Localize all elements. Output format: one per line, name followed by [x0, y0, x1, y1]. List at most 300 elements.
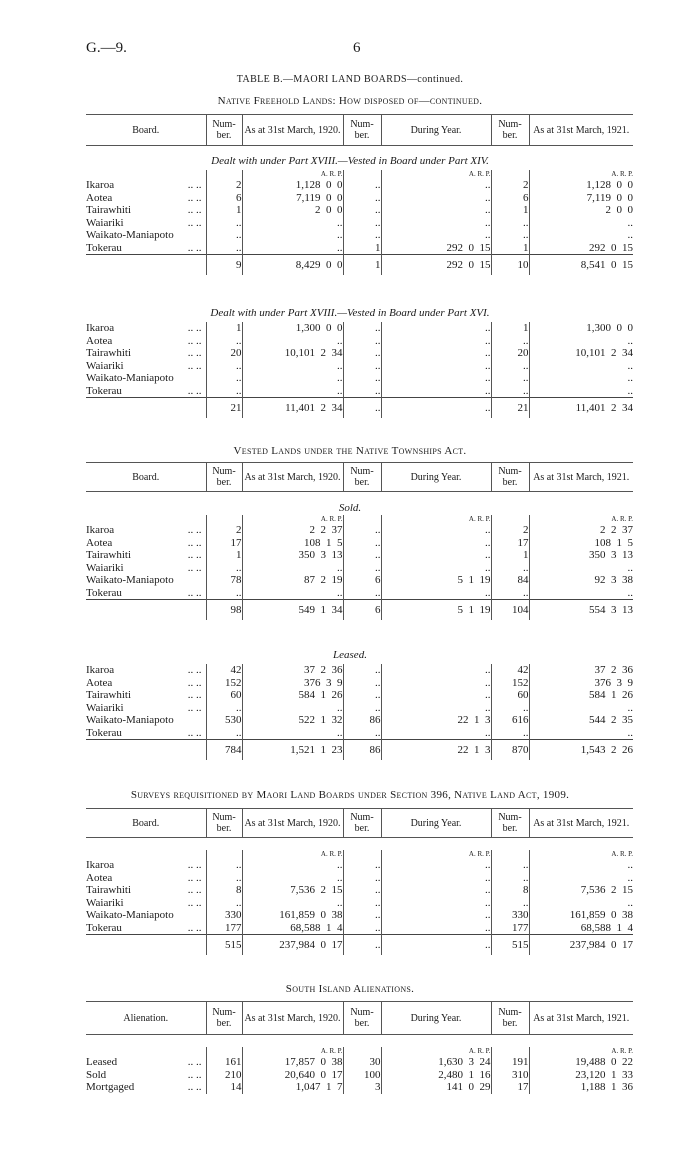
leader-dots: .. ..	[187, 896, 202, 909]
area-1921: ..	[529, 587, 633, 600]
row-label: Tokerau .. ..	[86, 384, 202, 397]
area-1921: ..	[529, 217, 633, 230]
number-during-year: ..	[343, 372, 381, 385]
header-number: Num-ber.	[343, 809, 381, 838]
units-row	[86, 1047, 633, 1056]
leader-dots: .. ..	[187, 334, 202, 347]
row-label: Aotea .. ..	[86, 536, 202, 549]
area-during-year: ..	[381, 335, 491, 348]
header-number: Num-ber.	[206, 115, 242, 146]
section-title: Vested Lands under the Native Townships Act.	[233, 445, 467, 457]
area-1920: ..	[242, 872, 343, 885]
area-1921: 292 0 15	[529, 242, 633, 255]
number-during-year: ..	[343, 204, 381, 217]
table-row	[86, 689, 633, 702]
number-during-year: ..	[343, 360, 381, 373]
area-1921: ..	[529, 335, 633, 348]
number-1920: 210	[206, 1069, 242, 1082]
units-spacer	[343, 515, 381, 524]
units-label: A. R. P.	[529, 850, 633, 859]
number-1920: 1	[206, 204, 242, 217]
area-during-year: ..	[381, 587, 491, 600]
table-row	[86, 242, 633, 255]
leader-dots: .. ..	[187, 524, 202, 536]
leader-dots: .. ..	[187, 1068, 202, 1081]
row-label: Leased .. ..	[86, 1056, 202, 1068]
total-number-during-year: 86	[343, 740, 381, 761]
area-1921: ..	[529, 872, 633, 885]
area-during-year: ..	[381, 897, 491, 910]
area-1920: ..	[242, 217, 343, 230]
table-row	[86, 1081, 633, 1094]
units-spacer	[491, 170, 529, 179]
number-during-year: ..	[343, 549, 381, 562]
leader-dots: .. ..	[187, 191, 202, 204]
total-number-1920: 784	[206, 740, 242, 761]
totals-row	[86, 255, 633, 276]
area-1921: 1,128 0 0	[529, 179, 633, 192]
table-row	[86, 192, 633, 205]
table-row	[86, 727, 633, 740]
leader-dots: .. ..	[187, 871, 202, 884]
area-1921: 10,101 2 34	[529, 347, 633, 360]
total-number-during-year: ..	[343, 935, 381, 956]
number-during-year: 30	[343, 1056, 381, 1069]
row-label: Tairawhiti .. ..	[86, 884, 202, 896]
section-heading: Dealt with under Part XVIII.—Vested in Board under Part XVI.	[210, 307, 490, 319]
area-1921: 37 2 36	[529, 664, 633, 677]
number-1921: 310	[491, 1069, 529, 1082]
header-board: Board.	[132, 124, 160, 136]
number-1921: 1	[491, 204, 529, 217]
number-1920: ..	[206, 727, 242, 740]
total-number-1920: 515	[206, 935, 242, 956]
table-title: TABLE B.—MAORI LAND BOARDS—continued.	[236, 74, 464, 85]
header-number: Num-ber.	[206, 463, 242, 492]
section-title: Surveys requisitioned by Maori Land Boards under Section 396, Native Land Act, 1909.	[130, 789, 570, 801]
total-number-1921: 104	[491, 600, 529, 621]
area-1921: 108 1 5	[529, 537, 633, 550]
number-1920: 6	[206, 192, 242, 205]
table-row	[86, 347, 633, 360]
table-row	[86, 372, 633, 385]
area-1920: 2 0 0	[242, 204, 343, 217]
area-1921: 1,188 1 36	[529, 1081, 633, 1094]
number-1920: 17	[206, 537, 242, 550]
area-1920: 2 2 37	[242, 524, 343, 537]
units-label: A. R. P.	[242, 515, 343, 524]
number-1921: ..	[491, 385, 529, 398]
total-area-1921: 11,401 2 34	[529, 398, 633, 419]
header-number: Num-ber.	[343, 115, 381, 146]
area-1920: 7,119 0 0	[242, 192, 343, 205]
units-spacer	[86, 515, 206, 524]
total-row-label	[86, 255, 206, 276]
total-area-1920: 1,521 1 23	[242, 740, 343, 761]
data-table	[86, 850, 633, 955]
number-1920: 14	[206, 1081, 242, 1094]
number-1920: 42	[206, 664, 242, 677]
row-label: Waiariki .. ..	[86, 216, 202, 229]
header-as-at-1920: As at 31st March, 1920.	[242, 115, 343, 146]
number-during-year: ..	[343, 922, 381, 935]
leader-dots: .. ..	[187, 561, 202, 574]
number-during-year: 6	[343, 574, 381, 587]
number-1920: 60	[206, 689, 242, 702]
totals-row	[86, 398, 633, 419]
area-during-year: 141 0 29	[381, 1081, 491, 1094]
section-heading: Leased.	[333, 649, 367, 661]
leader-dots: .. ..	[187, 921, 202, 934]
area-1921: ..	[529, 372, 633, 385]
data-table	[86, 322, 633, 418]
number-1921: ..	[491, 229, 529, 242]
units-label: A. R. P.	[242, 1047, 343, 1056]
area-during-year: ..	[381, 372, 491, 385]
area-during-year: ..	[381, 562, 491, 575]
row-label: Ikaroa .. ..	[86, 179, 202, 191]
total-area-1921: 237,984 0 17	[529, 935, 633, 956]
table-row	[86, 677, 633, 690]
total-number-during-year: ..	[343, 398, 381, 419]
area-during-year: ..	[381, 524, 491, 537]
total-number-during-year: 1	[343, 255, 381, 276]
header-number: Num-ber.	[491, 115, 529, 146]
units-row	[86, 515, 633, 524]
number-1921: ..	[491, 727, 529, 740]
row-label: Tokerau .. ..	[86, 726, 202, 739]
area-1921: 350 3 13	[529, 549, 633, 562]
area-1920: 10,101 2 34	[242, 347, 343, 360]
header-during-year: During Year.	[381, 1002, 491, 1035]
area-during-year: ..	[381, 549, 491, 562]
total-area-1921: 554 3 13	[529, 600, 633, 621]
number-1921: ..	[491, 872, 529, 885]
section-heading: Sold.	[338, 502, 362, 514]
page-number: 6	[353, 40, 361, 56]
total-area-during-year: 5 1 19	[381, 600, 491, 621]
table-row	[86, 229, 633, 242]
leader-dots: .. ..	[187, 586, 202, 599]
number-during-year: ..	[343, 217, 381, 230]
area-1921: ..	[529, 897, 633, 910]
number-1920: 78	[206, 574, 242, 587]
number-1921: 191	[491, 1056, 529, 1069]
area-1921: 376 3 9	[529, 677, 633, 690]
column-header-row	[86, 462, 633, 492]
table-row	[86, 909, 633, 922]
area-during-year: ..	[381, 360, 491, 373]
area-1920: 376 3 9	[242, 677, 343, 690]
area-1920: ..	[242, 897, 343, 910]
number-1920: 2	[206, 179, 242, 192]
number-1921: 2	[491, 524, 529, 537]
number-during-year: ..	[343, 897, 381, 910]
number-during-year: ..	[343, 322, 381, 335]
area-during-year: ..	[381, 922, 491, 935]
total-area-1920: 237,984 0 17	[242, 935, 343, 956]
number-1921: 616	[491, 714, 529, 727]
units-spacer	[343, 1047, 381, 1056]
header-as-at-1920: As at 31st March, 1920.	[242, 463, 343, 492]
row-label: Tokerau .. ..	[86, 921, 202, 934]
number-1921: ..	[491, 897, 529, 910]
document-reference: G.—9.	[86, 40, 127, 56]
row-label: Tairawhiti .. ..	[86, 347, 202, 359]
area-1921: 544 2 35	[529, 714, 633, 727]
area-1921: ..	[529, 859, 633, 872]
area-1921: 19,488 0 22	[529, 1056, 633, 1069]
header-number: Num-ber.	[491, 463, 529, 492]
area-during-year: ..	[381, 727, 491, 740]
area-1920: 522 1 32	[242, 714, 343, 727]
row-label: Tokerau .. ..	[86, 586, 202, 599]
units-spacer	[86, 850, 206, 859]
units-label: A. R. P.	[381, 850, 491, 859]
leader-dots: .. ..	[187, 384, 202, 397]
number-1920: 1	[206, 322, 242, 335]
area-1920: ..	[242, 859, 343, 872]
area-1920: ..	[242, 229, 343, 242]
units-spacer	[343, 170, 381, 179]
area-during-year: ..	[381, 347, 491, 360]
units-label: A. R. P.	[381, 170, 491, 179]
header-during-year: During Year.	[381, 809, 491, 838]
number-1920: ..	[206, 360, 242, 373]
number-during-year: 3	[343, 1081, 381, 1094]
row-label: Waiariki .. ..	[86, 701, 202, 714]
leader-dots: .. ..	[187, 216, 202, 229]
total-row-label	[86, 935, 206, 956]
table-row	[86, 1069, 633, 1082]
table-row	[86, 1056, 633, 1069]
total-area-1920: 549 1 34	[242, 600, 343, 621]
number-during-year: ..	[343, 884, 381, 897]
row-label: Aotea .. ..	[86, 191, 202, 204]
area-during-year: ..	[381, 217, 491, 230]
number-during-year: ..	[343, 702, 381, 715]
area-during-year: ..	[381, 229, 491, 242]
total-number-1920: 21	[206, 398, 242, 419]
leader-dots: .. ..	[187, 1056, 202, 1068]
area-1920: 87 2 19	[242, 574, 343, 587]
area-during-year: ..	[381, 664, 491, 677]
totals-row	[86, 935, 633, 956]
area-during-year: 2,480 1 16	[381, 1069, 491, 1082]
area-1920: ..	[242, 372, 343, 385]
number-during-year: ..	[343, 524, 381, 537]
area-1920: ..	[242, 335, 343, 348]
area-1920: 37 2 36	[242, 664, 343, 677]
total-area-during-year: 22 1 3	[381, 740, 491, 761]
table-row	[86, 179, 633, 192]
area-1921: 68,588 1 4	[529, 922, 633, 935]
area-1920: 1,300 0 0	[242, 322, 343, 335]
table-row	[86, 360, 633, 373]
number-1921: 20	[491, 347, 529, 360]
leader-dots: .. ..	[187, 536, 202, 549]
row-label: Waikato-Maniapoto	[86, 574, 174, 586]
table-subtitle: Native Freehold Lands: How disposed of—continued.	[217, 95, 483, 107]
units-label: A. R. P.	[529, 1047, 633, 1056]
number-1921: ..	[491, 372, 529, 385]
row-label: Waikato-Maniapoto	[86, 229, 174, 241]
total-number-1921: 515	[491, 935, 529, 956]
area-1921: ..	[529, 385, 633, 398]
area-1920: ..	[242, 360, 343, 373]
row-label: Aotea .. ..	[86, 871, 202, 884]
number-1920: ..	[206, 872, 242, 885]
total-row-label	[86, 600, 206, 621]
header-number: Num-ber.	[491, 809, 529, 838]
number-1920: ..	[206, 702, 242, 715]
number-during-year: ..	[343, 229, 381, 242]
number-1920: ..	[206, 897, 242, 910]
number-1920: 330	[206, 909, 242, 922]
row-label: Ikaroa .. ..	[86, 524, 202, 536]
table-row	[86, 537, 633, 550]
units-spacer	[206, 1047, 242, 1056]
data-table	[86, 664, 633, 760]
header-during-year: During Year.	[381, 115, 491, 146]
number-during-year: ..	[343, 677, 381, 690]
number-1921: 17	[491, 1081, 529, 1094]
area-1921: 23,120 1 33	[529, 1069, 633, 1082]
total-area-1920: 11,401 2 34	[242, 398, 343, 419]
row-label: Waikato-Maniapoto	[86, 372, 174, 384]
number-1921: ..	[491, 335, 529, 348]
row-label: Aotea .. ..	[86, 676, 202, 689]
units-row	[86, 850, 633, 859]
area-1920: ..	[242, 587, 343, 600]
area-1920: 161,859 0 38	[242, 909, 343, 922]
total-number-during-year: 6	[343, 600, 381, 621]
number-1921: 177	[491, 922, 529, 935]
table-row	[86, 385, 633, 398]
number-during-year: ..	[343, 587, 381, 600]
units-spacer	[343, 850, 381, 859]
row-label: Sold .. ..	[86, 1068, 202, 1081]
units-label: A. R. P.	[529, 515, 633, 524]
number-during-year: ..	[343, 872, 381, 885]
number-during-year: ..	[343, 664, 381, 677]
number-1921: ..	[491, 217, 529, 230]
total-row-label	[86, 398, 206, 419]
row-label: Aotea .. ..	[86, 334, 202, 347]
leader-dots: .. ..	[187, 241, 202, 254]
number-1920: 20	[206, 347, 242, 360]
units-spacer	[206, 170, 242, 179]
totals-row	[86, 600, 633, 621]
area-1920: 1,128 0 0	[242, 179, 343, 192]
units-label: A. R. P.	[242, 850, 343, 859]
units-label: A. R. P.	[529, 170, 633, 179]
header-number: Num-ber.	[206, 1002, 242, 1035]
row-label: Waiariki .. ..	[86, 561, 202, 574]
number-1921: 152	[491, 677, 529, 690]
number-1920: ..	[206, 217, 242, 230]
area-1921: ..	[529, 702, 633, 715]
header-alienation: Alienation.	[123, 1012, 169, 1024]
number-1921: ..	[491, 587, 529, 600]
area-1920: ..	[242, 702, 343, 715]
units-row	[86, 170, 633, 179]
data-table	[86, 170, 633, 275]
section-title: South Island Alienations.	[285, 983, 415, 995]
table-row	[86, 574, 633, 587]
row-label: Ikaroa .. ..	[86, 859, 202, 871]
units-spacer	[206, 850, 242, 859]
number-during-year: ..	[343, 909, 381, 922]
header-as-at-1921: As at 31st March, 1921.	[529, 463, 633, 492]
number-1921: ..	[491, 859, 529, 872]
number-during-year: ..	[343, 537, 381, 550]
area-during-year: ..	[381, 884, 491, 897]
number-1921: ..	[491, 360, 529, 373]
row-label: Waiariki .. ..	[86, 359, 202, 372]
number-1920: 2	[206, 524, 242, 537]
data-table	[86, 1047, 633, 1094]
row-label: Tokerau .. ..	[86, 241, 202, 254]
header-as-at-1921: As at 31st March, 1921.	[529, 115, 633, 146]
area-during-year: ..	[381, 872, 491, 885]
number-during-year: ..	[343, 859, 381, 872]
number-during-year: ..	[343, 192, 381, 205]
number-during-year: ..	[343, 562, 381, 575]
area-1920: 584 1 26	[242, 689, 343, 702]
header-during-year: During Year.	[381, 463, 491, 492]
header-number: Num-ber.	[491, 1002, 529, 1035]
leader-dots: .. ..	[187, 664, 202, 676]
total-number-1921: 870	[491, 740, 529, 761]
area-during-year: ..	[381, 702, 491, 715]
table-row	[86, 204, 633, 217]
table-row	[86, 335, 633, 348]
header-board: Board.	[132, 817, 160, 829]
table-row	[86, 217, 633, 230]
table-row	[86, 884, 633, 897]
row-label: Waikato-Maniapoto	[86, 909, 174, 921]
area-during-year: ..	[381, 179, 491, 192]
number-1921: 17	[491, 537, 529, 550]
total-area-1921: 1,543 2 26	[529, 740, 633, 761]
units-spacer	[491, 850, 529, 859]
number-1921: 1	[491, 549, 529, 562]
total-number-1921: 10	[491, 255, 529, 276]
leader-dots: .. ..	[187, 676, 202, 689]
area-during-year: 22 1 3	[381, 714, 491, 727]
number-1920: ..	[206, 229, 242, 242]
section-heading: Dealt with under Part XVIII.—Vested in Board under Part XIV.	[211, 155, 489, 167]
area-1920: 68,588 1 4	[242, 922, 343, 935]
number-1920: ..	[206, 587, 242, 600]
header-number: Num-ber.	[206, 809, 242, 838]
area-1921: 7,119 0 0	[529, 192, 633, 205]
area-1921: 584 1 26	[529, 689, 633, 702]
total-area-during-year: ..	[381, 398, 491, 419]
area-1921: 2 2 37	[529, 524, 633, 537]
number-during-year: 100	[343, 1069, 381, 1082]
number-1920: ..	[206, 562, 242, 575]
number-1920: 530	[206, 714, 242, 727]
table-row	[86, 524, 633, 537]
total-area-1920: 8,429 0 0	[242, 255, 343, 276]
table-row	[86, 664, 633, 677]
number-1921: ..	[491, 562, 529, 575]
area-during-year: ..	[381, 192, 491, 205]
header-as-at-1920: As at 31st March, 1920.	[242, 1002, 343, 1035]
table-row	[86, 922, 633, 935]
